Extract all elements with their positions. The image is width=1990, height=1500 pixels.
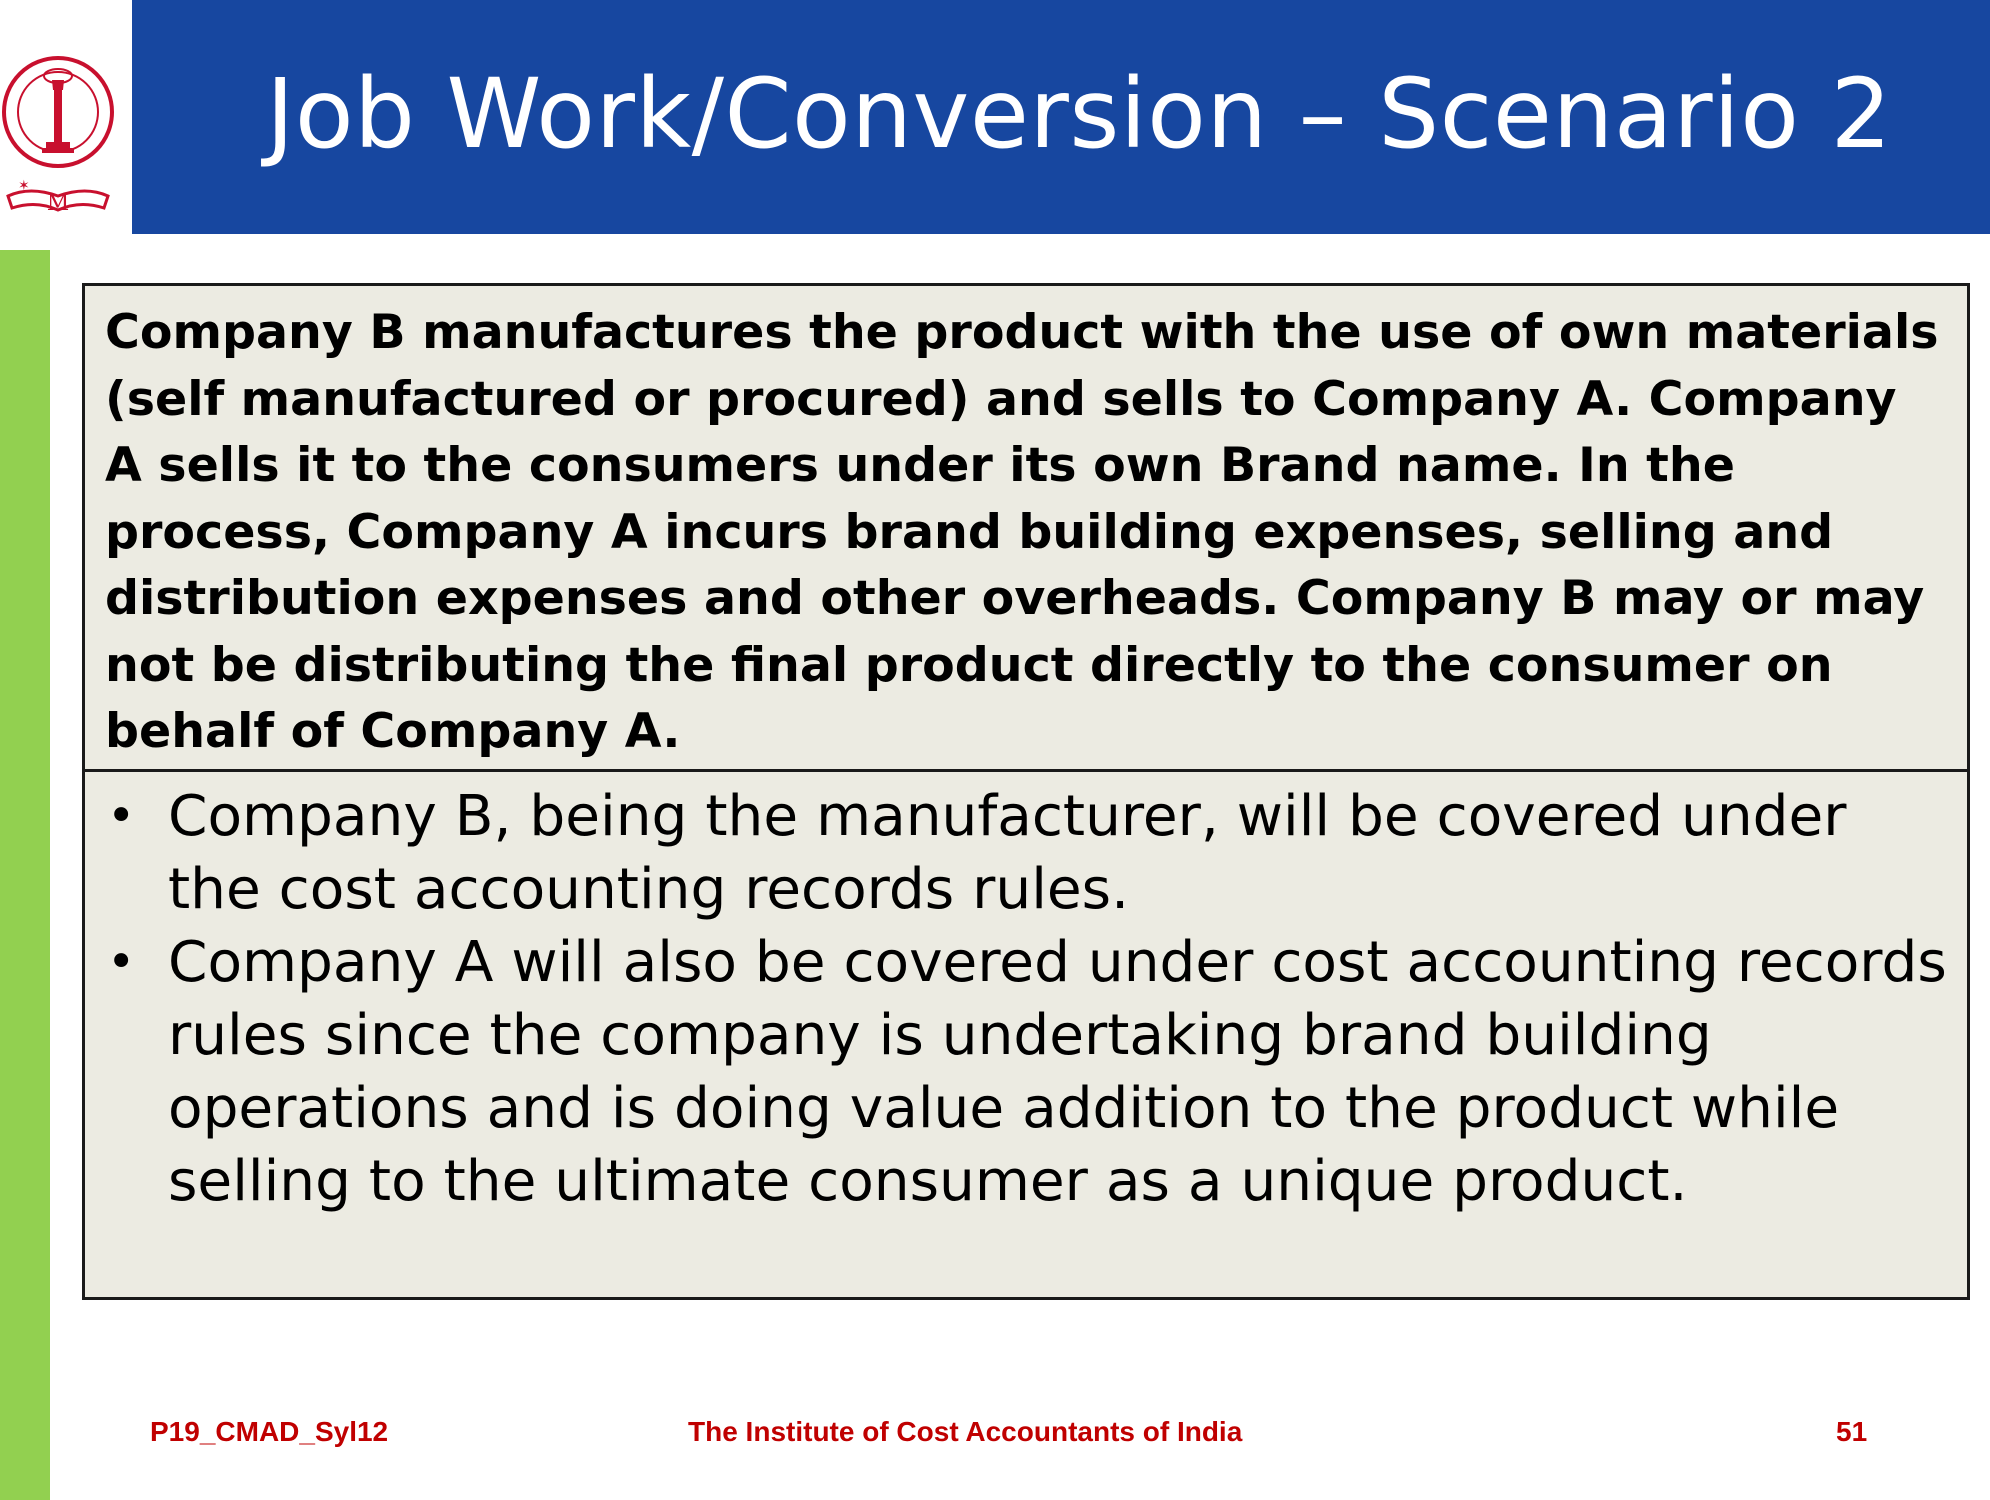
bullet-item xyxy=(85,926,1967,1218)
page-number: 51 xyxy=(1836,1416,1868,1447)
institute-logo xyxy=(0,0,132,234)
title-bar xyxy=(132,0,1990,234)
slide-title: Job Work/Conversion – Scenario 2 xyxy=(266,58,1893,170)
svg-text:✶: ✶ xyxy=(18,178,30,194)
bullet-marker: • xyxy=(107,788,136,844)
bullet-marker: • xyxy=(107,934,136,990)
bullet-list xyxy=(85,772,1967,1297)
footer-code: P19_CMAD_Syl12 xyxy=(150,1416,389,1447)
bullet-text: Company A will also be covered under cost accounting records rules since the company is undertaking brand building operations and is doing value addition to the product while selling to the ultimate consumer as a unique product. xyxy=(168,930,1947,1214)
side-accent-bar xyxy=(0,250,50,1500)
institute-seal-icon xyxy=(0,0,132,234)
content-box xyxy=(82,283,1970,1300)
svg-text:M: M xyxy=(46,191,70,216)
bullet-text: Company B, being the manufacturer, will be covered under the cost accounting records rules. xyxy=(168,784,1847,922)
scenario-description: Company B manufactures the product with the use of own materials (self manufactured or procured) and sells to Company A. Company A sells it to the consumers under its own Brand name. In the process, Company A incurs brand building expenses, selling and distribution expenses and other overheads. Company B may or may not be distributing the final product directly to the consumer on behalf of Company A. xyxy=(85,286,1967,772)
footer-institute: The Institute of Cost Accountants of India xyxy=(688,1416,1243,1447)
bullet-item xyxy=(85,780,1967,926)
